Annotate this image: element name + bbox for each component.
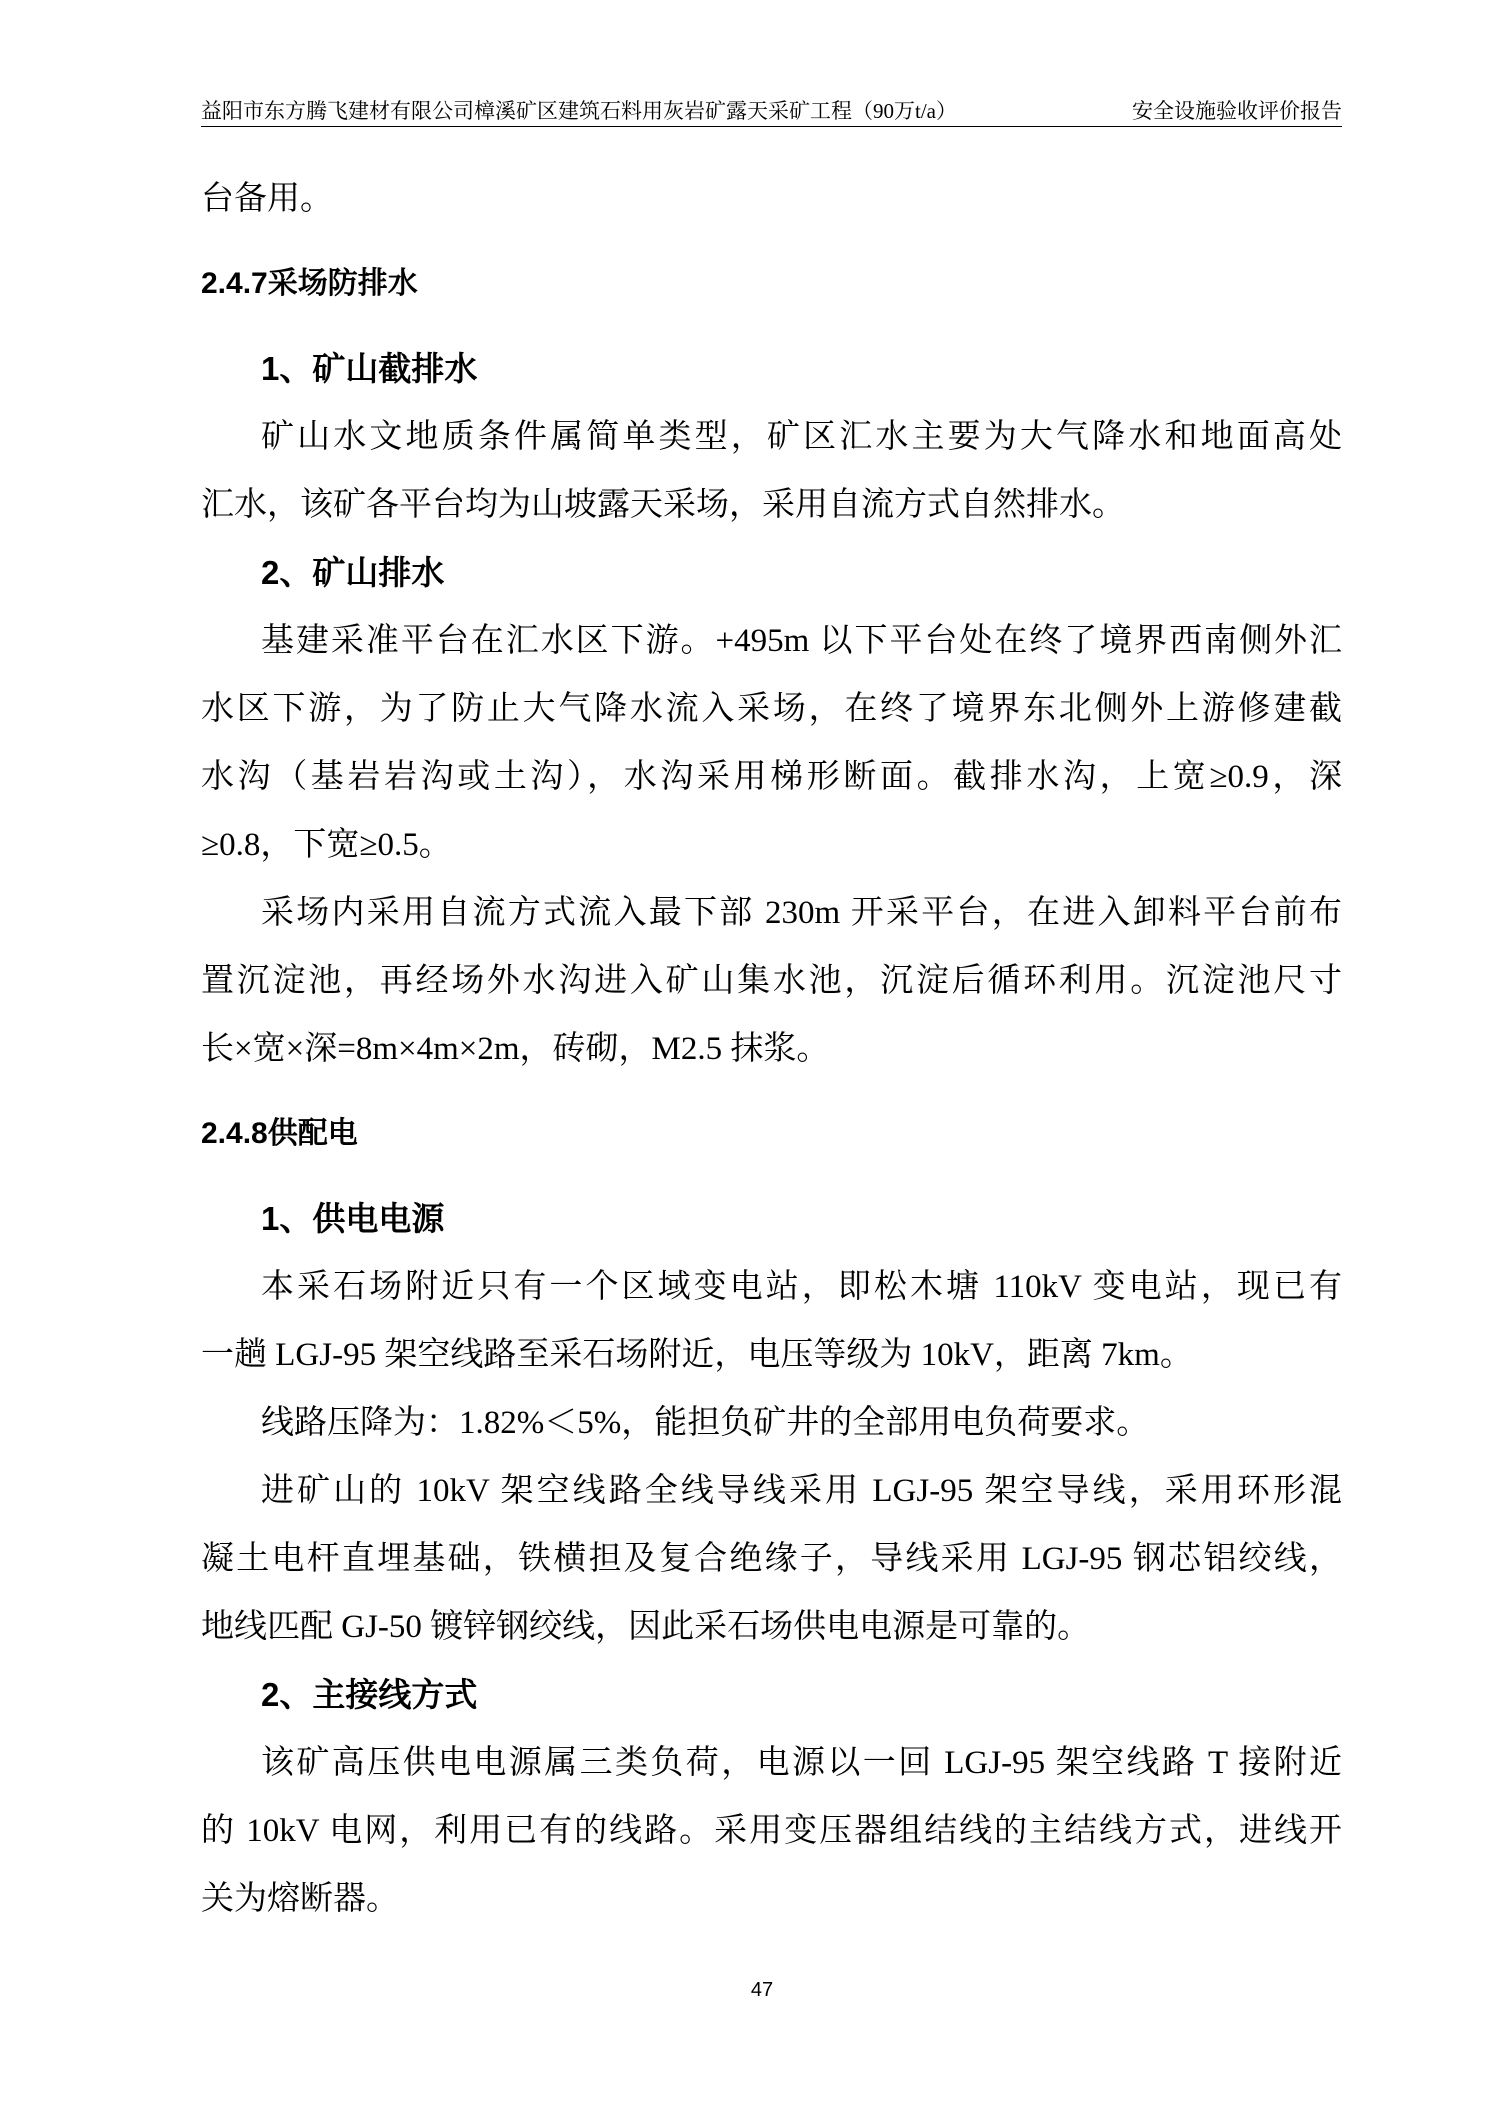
header-report-title: 安全设施验收评价报告 <box>1132 99 1342 123</box>
text-line: 汇水，该矿各平台均为山坡露天采场，采用自流方式自然排水。 <box>201 487 1125 523</box>
paragraph <box>201 1729 1342 1933</box>
subsection-heading: 2、主接线方式 <box>261 1676 478 1713</box>
subsection-heading: 2、矿山排水 <box>261 554 445 591</box>
text-line: 置沉淀池，再经场外水沟进入矿山集水池，沉淀后循环利用。沉淀池尺寸 <box>201 963 1342 999</box>
text-line: 水沟（基岩岩沟或土沟），水沟采用梯形断面。截排水沟，上宽≥0.9，深 <box>201 759 1342 795</box>
paragraph <box>201 879 1342 1083</box>
paragraph <box>201 1457 1342 1661</box>
page-number: 47 <box>750 1979 774 2001</box>
text-line: 线路压降为：1.82%＜5%，能担负矿井的全部用电负荷要求。 <box>261 1405 1150 1441</box>
section-2-4-7 <box>201 250 1342 1083</box>
subsection-heading: 1、矿山截排水 <box>261 350 478 387</box>
text-line: 的 10kV 电网，利用已有的线路。采用变压器组结线的主结线方式，进线开 <box>201 1813 1342 1849</box>
text-line: 关为熔断器。 <box>201 1881 399 1917</box>
text-line: 水区下游，为了防止大气降水流入采场，在终了境界东北侧外上游修建截 <box>201 691 1342 727</box>
text-line: 一趟 LGJ-95 架空线路至采石场附近，电压等级为 10kV，距离 7km。 <box>201 1337 1193 1373</box>
page-content <box>201 165 1342 1933</box>
paragraph <box>201 403 1342 539</box>
text-line: 长×宽×深=8m×4m×2m，砖砌，M2.5 抹浆。 <box>201 1031 830 1067</box>
header-document-title: 益阳市东方腾飞建材有限公司樟溪矿区建筑石料用灰岩矿露天采矿工程（90万t/a） <box>201 99 957 123</box>
text-line: 地线匹配 GJ-50 镀锌钢绞线，因此采石场供电电源是可靠的。 <box>201 1609 1091 1645</box>
text-line: 矿山水文地质条件属简单类型，矿区汇水主要为大气降水和地面高处 <box>261 419 1342 455</box>
paragraph <box>201 1253 1342 1389</box>
text-line: 基建采准平台在汇水区下游。+495m 以下平台处在终了境界西南侧外汇 <box>261 623 1342 659</box>
text-line: 凝土电杆直埋基础，铁横担及复合绝缘子，导线采用 LGJ-95 钢芯铝绞线， <box>201 1541 1342 1577</box>
text-line: ≥0.8，下宽≥0.5。 <box>201 827 452 863</box>
continued-paragraph <box>201 165 1342 233</box>
section-heading: 2.4.8供配电 <box>201 1117 358 1150</box>
paragraph <box>201 607 1342 879</box>
section-2-4-8 <box>201 1100 1342 1933</box>
page-header <box>201 97 1342 127</box>
subsection-heading: 1、供电电源 <box>261 1200 445 1237</box>
text-line: 本采石场附近只有一个区域变电站，即松木塘 110kV 变电站，现已有 <box>261 1269 1342 1305</box>
section-heading: 2.4.7采场防排水 <box>201 267 418 300</box>
text-line: 进矿山的 10kV 架空线路全线导线采用 LGJ-95 架空导线，采用环形混 <box>261 1473 1342 1509</box>
paragraph <box>201 1389 1342 1457</box>
text-line: 该矿高压供电电源属三类负荷，电源以一回 LGJ-95 架空线路 T 接附近 <box>261 1745 1342 1781</box>
text-line: 采场内采用自流方式流入最下部 230m 开采平台，在进入卸料平台前布 <box>261 895 1342 931</box>
text-line: 台备用。 <box>201 181 333 217</box>
